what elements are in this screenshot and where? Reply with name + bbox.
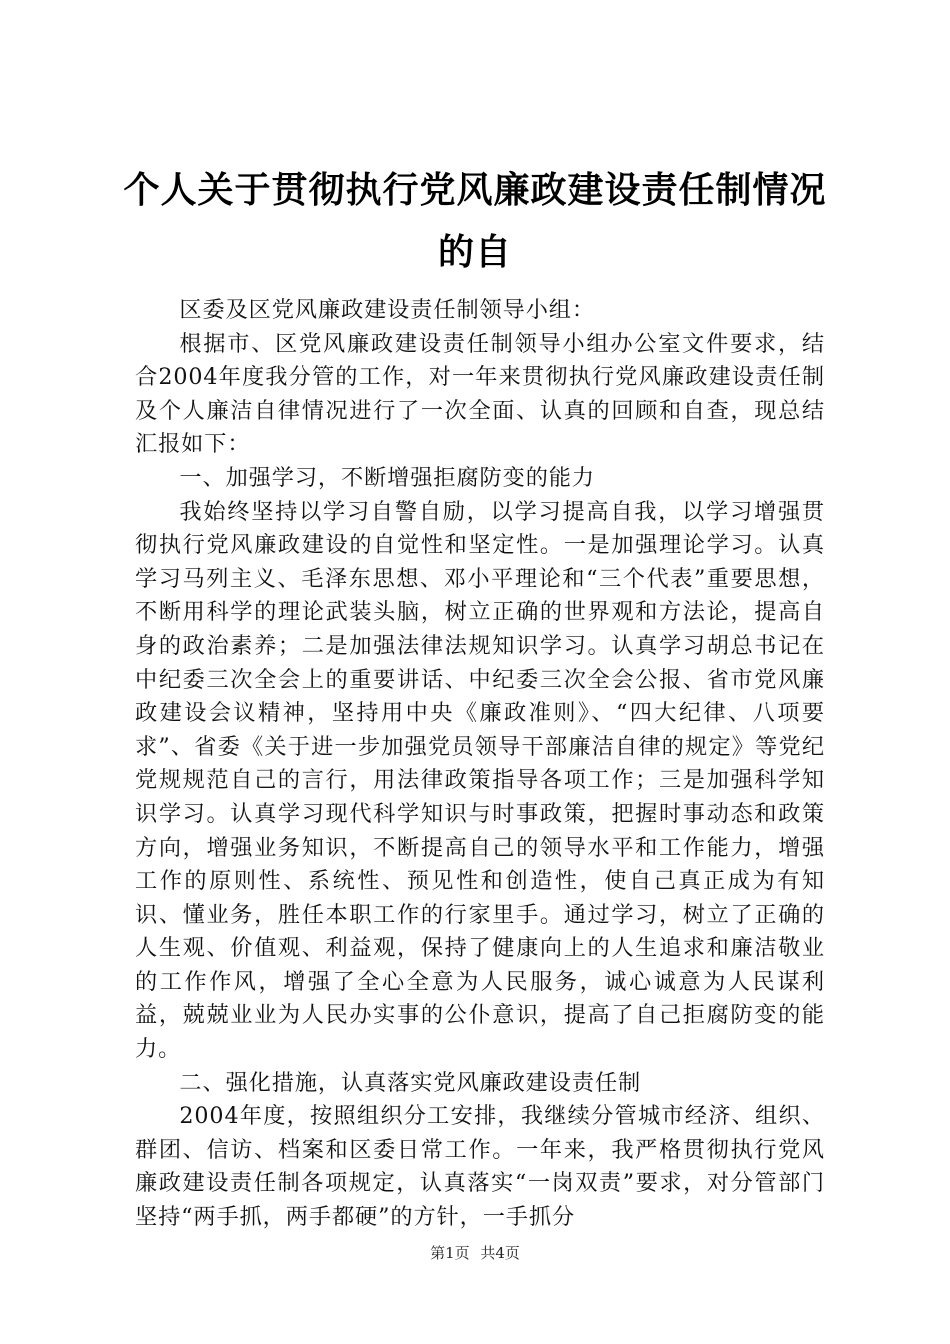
document-body xyxy=(135,294,825,1235)
section-heading-2: 二、强化措施，认真落实党风廉政建设责任制 xyxy=(179,1069,642,1096)
section-heading-1: 一、加强学习，不断增强拒腐防变的能力 xyxy=(179,464,595,491)
intro-paragraph: 根据市、区党风廉政建设责任制领导小组办公室文件要求，结合2004年度我分管的工作，对一年来贯彻执行党风廉政建设责任制及个人廉洁自律情况进行了一次全面、认真的回顾和自查，现总结汇报如下： xyxy=(135,330,825,458)
salutation-paragraph: 区委及区党风廉政建设责任制领导小组： xyxy=(179,297,595,323)
section-2-paragraph: 2004年度，按照组织分工安排，我继续分管城市经济、组织、群团、信访、档案和区委日常工作。一年来，我严格贯彻执行党风廉政建设责任制各项规定，认真落实“一岗双责”要求，对分管部门坚持“两手抓，两手都硬”的方针，一手抓分 xyxy=(135,1103,825,1231)
page-number: 第1页 xyxy=(430,1244,470,1262)
section-1-paragraph: 我始终坚持以学习自警自励，以学习提高自我，以学习增强贯彻执行党风廉政建设的自觉性和坚定性。一是加强理论学习。认真学习马列主义、毛泽东思想、邓小平理论和“三个代表”重要思想，不断用科学的理论武装头脑，树立正确的世界观和方法论，提高自身的政治素养；二是加强法律法规知识学习。认真学习胡总书记在中纪委三次全会上的重要讲话、中纪委三次全会公报、省市党风廉政建设会议精神，坚持用中央《廉政准则》、“四大纪律、八项要求”、省委《关于进一步加强党员领导干部廉洁自律的规定》等党纪党规规范自己的言行，用法律政策指导各项工作；三是加强科学知识学习。认真学习现代科学知识与时事政策，把握时事动态和政策方向，增强业务知识，不断提高自己的领导水平和工作能力，增强工作的原则性、系统性、预见性和创造性，使自己真正成为有知识、懂业务，胜任本职工作的行家里手。通过学习，树立了正确的人生观、价值观、利益观，保持了健康向上的人生追求和廉洁敬业的工作作风，增强了全心全意为人民服务，诚心诚意为人民谋利益，兢兢业业为人民办实事的公仆意识，提高了自己拒腐防变的能力。 xyxy=(135,498,825,1063)
page-total: 共4页 xyxy=(480,1244,520,1262)
page-footer xyxy=(0,1242,950,1263)
document-title: 个人关于贯彻执行党风廉政建设责任制情况的自 xyxy=(123,170,827,273)
